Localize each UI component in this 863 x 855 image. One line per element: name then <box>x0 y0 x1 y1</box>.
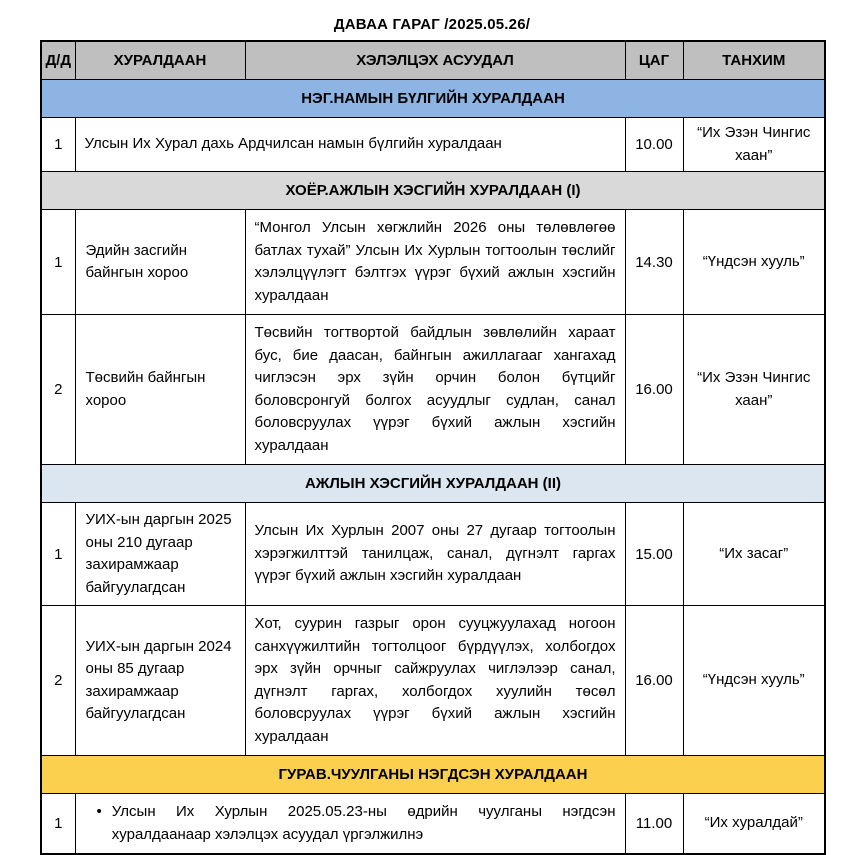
agenda-cell: Төсвийн тогтвортой байдлын зөвлөлийн хараат бус, бие даасан, байнгын ажиллагааг хангахад чиглэсэн эрх зүйн орчин болон бүтцийг боловсронгуй болгох асуудлыг судлан, санал боловсруулах үүрэг бүхий ажлын хэсгийн хуралдаан <box>245 315 625 465</box>
section-header: ГУРАВ.ЧУУЛГАНЫ НЭГДСЭН ХУРАЛДААН <box>41 756 825 794</box>
section-header-row <box>41 756 825 794</box>
section-header-row <box>41 172 825 210</box>
hall-cell: “Их хуралдай” <box>683 794 825 855</box>
column-header-row <box>41 41 825 80</box>
time-cell: 14.30 <box>625 210 683 315</box>
column-header-agenda: ХЭЛЭЛЦЭХ АСУУДАЛ <box>245 41 625 80</box>
table-row <box>41 503 825 606</box>
table-row <box>41 118 825 172</box>
hall-cell: “Их Эзэн Чингис хаан” <box>683 118 825 172</box>
row-number: 1 <box>41 210 75 315</box>
page-title: ДАВАА ГАРАГ /2025.05.26/ <box>333 16 531 33</box>
meeting-cell: Төсвийн байнгын хороо <box>75 315 245 465</box>
meeting-cell: УИХ-ын даргын 2024 оны 85 дугаар захирамжаар байгуулагдсан <box>75 606 245 756</box>
table-body <box>41 80 825 855</box>
section-header: АЖЛЫН ХЭСГИЙН ХУРАЛДААН (II) <box>41 465 825 503</box>
section-header-row <box>41 80 825 118</box>
time-cell: 16.00 <box>625 315 683 465</box>
row-number: 1 <box>41 118 75 172</box>
column-header-hall: ТАНХИМ <box>683 41 825 80</box>
section-header: ХОЁР.АЖЛЫН ХЭСГИЙН ХУРАЛДААН (I) <box>41 172 825 210</box>
time-cell: 15.00 <box>625 503 683 606</box>
column-header-time: ЦАГ <box>625 41 683 80</box>
agenda-cell: Улсын Их Хурал дахь Ардчилсан намын бүлгийн хуралдаан <box>75 118 625 172</box>
time-cell: 10.00 <box>625 118 683 172</box>
table-header <box>41 41 825 80</box>
schedule-table <box>40 40 826 855</box>
agenda-cell <box>75 794 625 855</box>
hall-cell: “Үндсэн хууль” <box>683 606 825 756</box>
agenda-cell: Хот, суурин газрыг орон сууцжуулахад ногоон санхүүжилтийн тогтолцоог бүрдүүлэх, холбогдох эрх зүйн орчныг сайжруулах чиглэлээр санал, дүгнэлт гаргах, холбогдох хуулийн төсөл боловсруулах үүрэг бүхий ажлын хэсгийн хуралдаан <box>245 606 625 756</box>
column-header-meeting: ХУРАЛДААН <box>75 41 245 80</box>
table-row <box>41 315 825 465</box>
section-header: НЭГ.НАМЫН БҮЛГИЙН ХУРАЛДААН <box>41 80 825 118</box>
table-row <box>41 210 825 315</box>
agenda-text: Улсын Их Хурлын 2025.05.23-ны өдрийн чуулганы нэгдсэн хуралдаанаар хэлэлцэх асуудал үргэлжилнэ <box>111 803 616 843</box>
hall-cell: “Үндсэн хууль” <box>683 210 825 315</box>
time-cell: 16.00 <box>625 606 683 756</box>
row-number: 1 <box>41 503 75 606</box>
agenda-cell: “Монгол Улсын хөгжлийн 2026 оны төлөвлөгөө батлах тухай” Улсын Их Хурлын тогтоолын төслийг хэлэлцүүлэгт бэлтгэх үүрэг бүхий ажлын хэсгийн хуралдаан <box>245 210 625 315</box>
table-row <box>41 606 825 756</box>
row-number: 2 <box>41 315 75 465</box>
bulleted-agenda <box>85 801 616 846</box>
table-row <box>41 794 825 855</box>
hall-cell: “Их Эзэн Чингис хаан” <box>683 315 825 465</box>
agenda-cell: Улсын Их Хурлын 2007 оны 27 дугаар тогтоолын хэрэгжилттэй танилцаж, санал, дүгнэлт гаргах үүрэг бүхий ажлын хэсгийн хуралдаан <box>245 503 625 606</box>
bullet-icon: • <box>96 803 102 820</box>
section-header-row <box>41 465 825 503</box>
row-number: 2 <box>41 606 75 756</box>
time-cell: 11.00 <box>625 794 683 855</box>
hall-cell: “Их засаг” <box>683 503 825 606</box>
meeting-cell: УИХ-ын даргын 2025 оны 210 дугаар захирамжаар байгуулагдсан <box>75 503 245 606</box>
row-number: 1 <box>41 794 75 855</box>
meeting-cell: Эдийн засгийн байнгын хороо <box>75 210 245 315</box>
column-header-number: Д/Д <box>41 41 75 80</box>
